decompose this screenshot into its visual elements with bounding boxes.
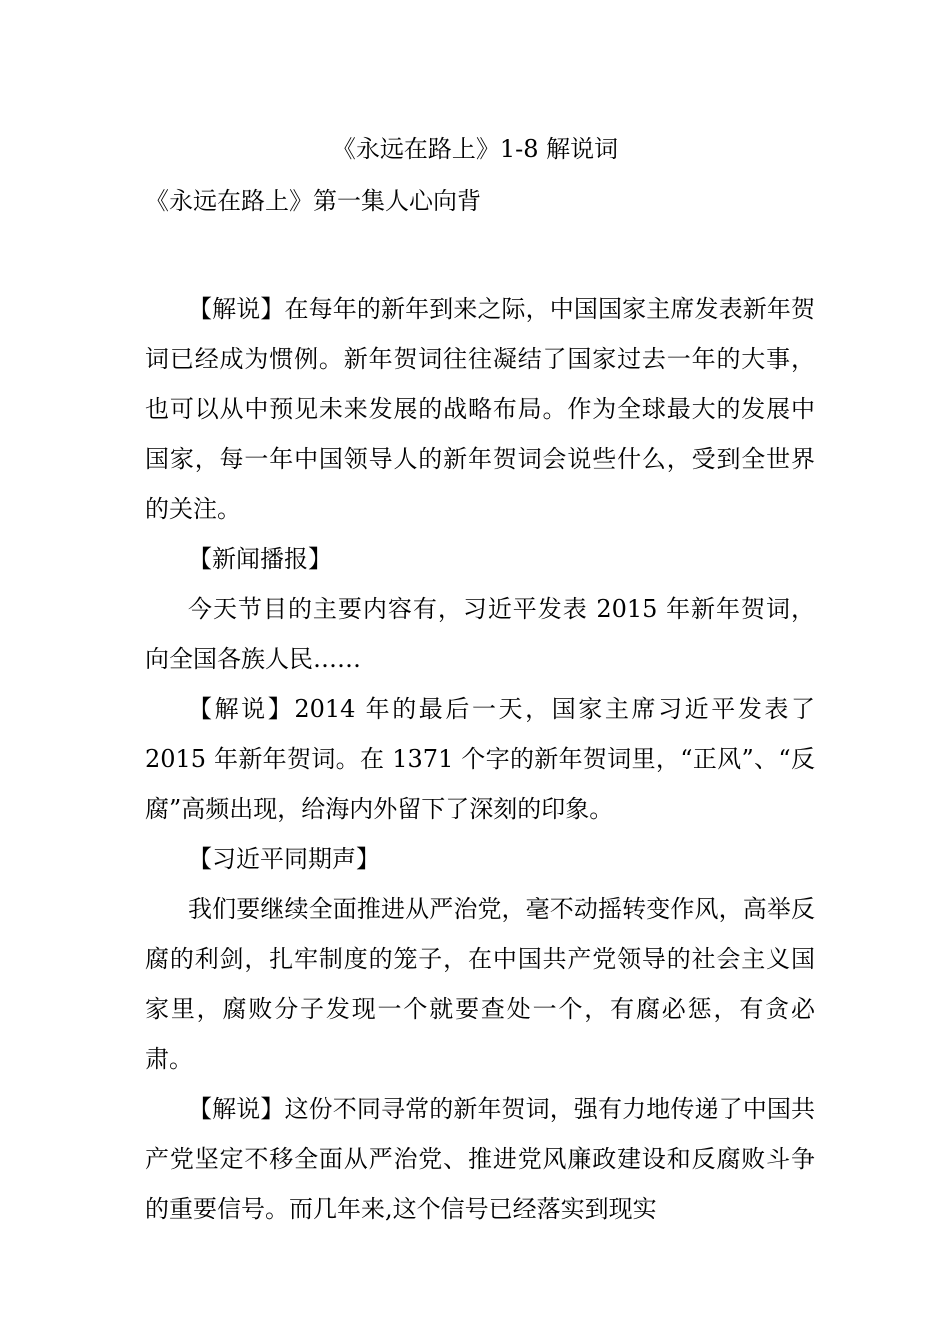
paragraph-narration-3: 【解说】这份不同寻常的新年贺词，强有力地传递了中国共产党坚定不移全面从严治党、推进党风廉政建设和反腐败斗争的重要信号。而几年来,这个信号已经落实到现实 [145,1095,815,1223]
document-subtitle: 《永远在路上》第一集人心向背 [145,187,481,215]
paragraph-news-heading: 【新闻播报】 [188,545,332,573]
document-title: 《永远在路上》1-8 解说词 [331,135,619,163]
document-body [145,284,815,1234]
paragraph-narration-1: 【解说】在每年的新年到来之际，中国国家主席发表新年贺词已经成为惯例。新年贺词往往凝结了国家过去一年的大事，也可以从中预见未来发展的战略布局。作为全球最大的发展中国家，每一年中国领导人的新年贺词会说些什么，受到全世界的关注。 [145,295,815,523]
paragraph-news-content: 今天节目的主要内容有，习近平发表 2015 年新年贺词，向全国各族人民…… [145,595,815,673]
paragraph-narration-2: 【解说】2014 年的最后一天，国家主席习近平发表了 2015 年新年贺词。在 1371 个字的新年贺词里，“正风”、“反腐”高频出现，给海内外留下了深刻的印象。 [145,695,815,823]
paragraph-speech-content: 我们要继续全面推进从严治党，毫不动摇转变作风，高举反腐的利剑，扎牢制度的笼子，在中国共产党领导的社会主义国家里，腐败分子发现一个就要查处一个，有腐必惩，有贪必肃。 [145,895,815,1073]
paragraph-speech-heading: 【习近平同期声】 [188,845,380,873]
